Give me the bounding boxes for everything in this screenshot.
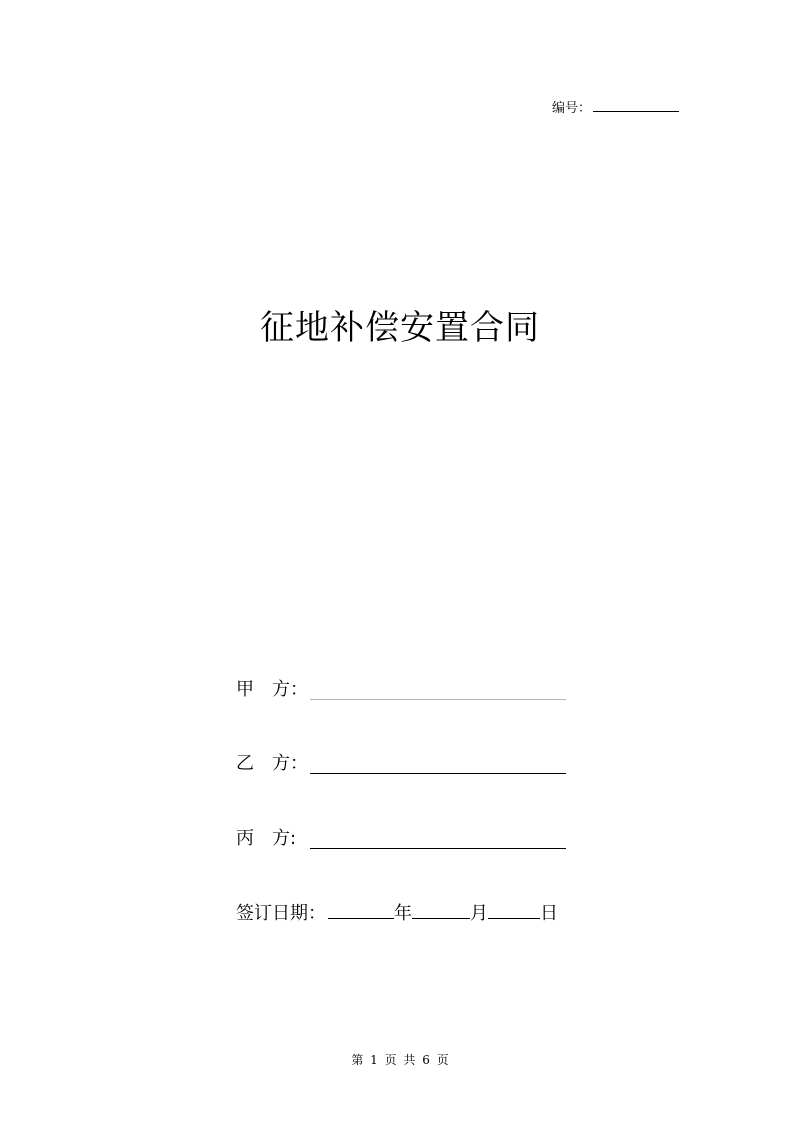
document-number [552, 98, 679, 117]
signing-date-label: 签订日期： [236, 903, 326, 924]
party-a-blank[interactable] [310, 699, 566, 700]
document-number-label: 编号： [552, 101, 592, 116]
day-label: 日 [540, 903, 558, 924]
signing-date-row [236, 900, 558, 925]
signing-year-blank[interactable] [328, 900, 394, 919]
document-number-blank[interactable] [593, 98, 679, 112]
party-b-blank[interactable] [310, 773, 566, 774]
page-footer: 第 1 页 共 6 页 [351, 1053, 449, 1067]
signing-day-blank[interactable] [488, 900, 540, 919]
year-label: 年 [394, 903, 412, 924]
month-label: 月 [470, 903, 488, 924]
party-b-label: 乙 方： [236, 753, 308, 774]
party-b-row [236, 753, 308, 775]
party-c-row [236, 828, 308, 850]
document-title: 征地补偿安置合同 [260, 308, 540, 348]
party-a-row [236, 679, 308, 701]
party-c-blank[interactable] [310, 848, 566, 849]
party-c-label: 丙 方: [236, 828, 297, 849]
party-a-label: 甲 方： [236, 679, 308, 700]
signing-month-blank[interactable] [412, 900, 470, 919]
